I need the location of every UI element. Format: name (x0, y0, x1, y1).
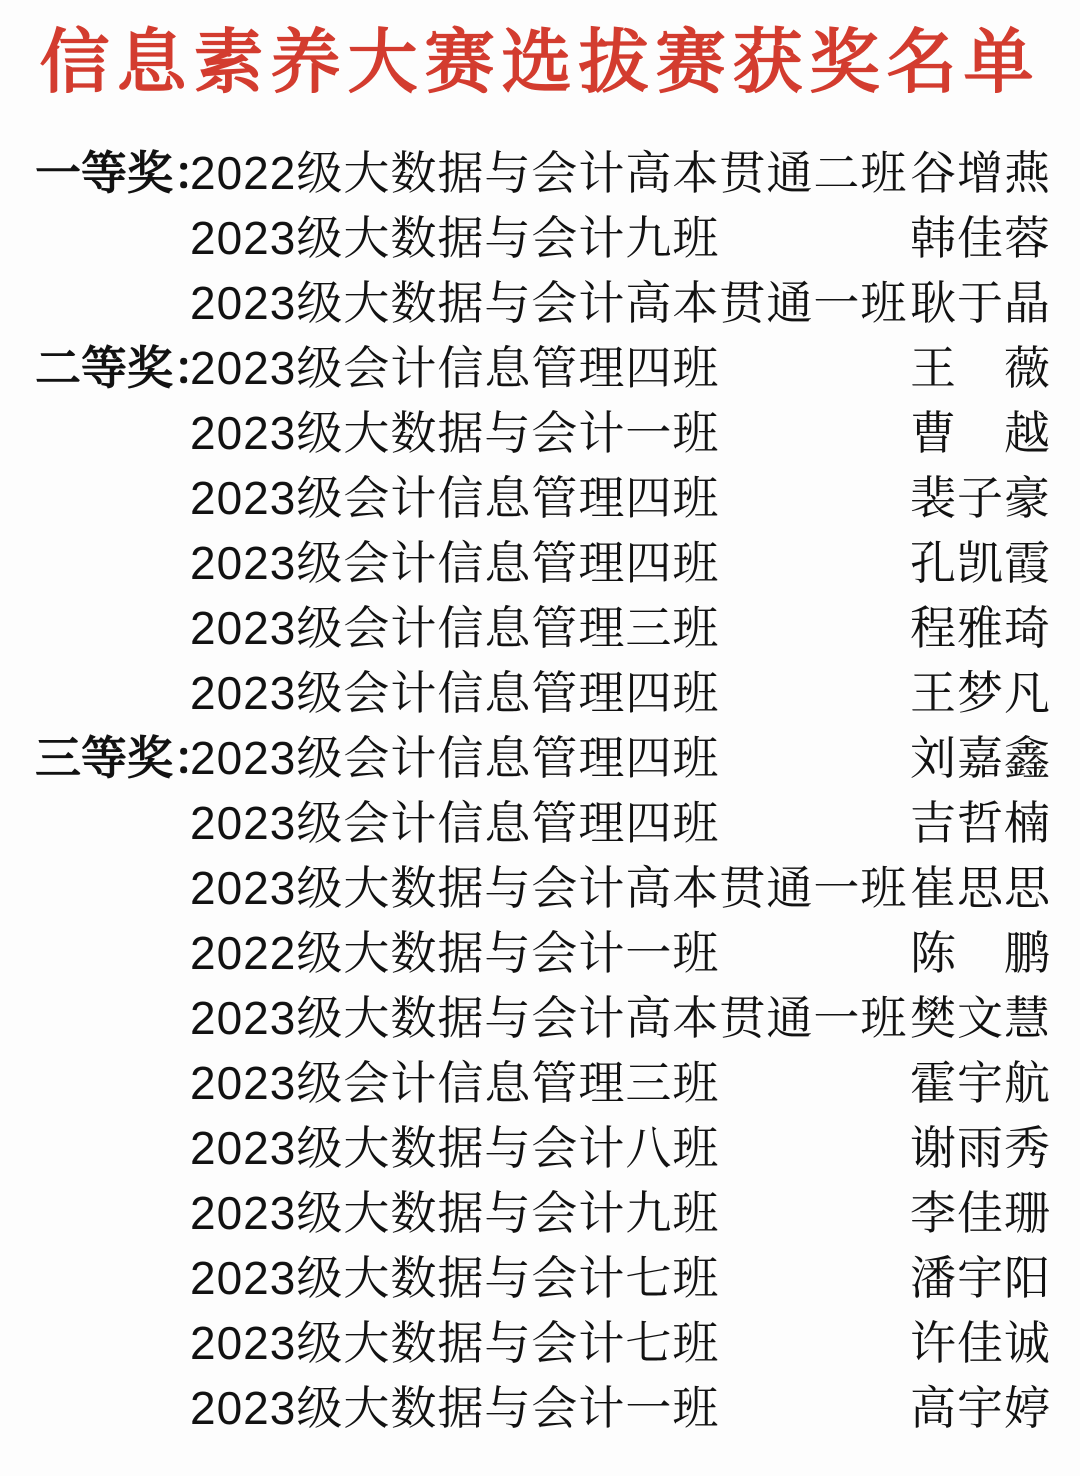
class-name: 2023级大数据与会计高本贯通一班 (190, 861, 908, 914)
award-tier-label: 三等奖： (35, 731, 219, 784)
award-row (35, 855, 1050, 920)
student-name: 潘宇阳 (910, 1251, 1051, 1304)
student-name: 陈 鹏 (910, 926, 1051, 979)
class-name: 2023级会计信息管理四班 (190, 471, 720, 524)
class-name: 2023级大数据与会计九班 (190, 1186, 720, 1239)
student-name: 吉哲楠 (910, 796, 1051, 849)
student-name: 霍宇航 (910, 1056, 1051, 1109)
student-name: 孔凯霞 (910, 536, 1051, 589)
page-title: 信息素养大赛选拔赛获奖名单 (39, 25, 1041, 102)
student-name: 裴子豪 (910, 471, 1051, 524)
student-name: 谢雨秀 (910, 1121, 1051, 1174)
award-row (35, 1115, 1050, 1180)
award-list (0, 140, 1080, 1440)
class-name: 2023级会计信息管理四班 (190, 666, 720, 719)
award-tier-label: 一等奖： (35, 146, 219, 199)
award-row (35, 530, 1050, 595)
student-name: 王 薇 (910, 341, 1051, 394)
award-row (35, 270, 1050, 335)
award-row (35, 205, 1050, 270)
class-name: 2023级会计信息管理四班 (190, 536, 720, 589)
student-name: 李佳珊 (910, 1186, 1051, 1239)
class-name: 2022级大数据与会计高本贯通二班 (190, 146, 908, 199)
student-name: 崔思思 (910, 861, 1051, 914)
student-name: 樊文慧 (910, 991, 1051, 1044)
award-row (35, 465, 1050, 530)
student-name: 耿于晶 (910, 276, 1051, 329)
award-row (35, 920, 1050, 985)
class-name: 2023级大数据与会计七班 (190, 1251, 720, 1304)
award-row (35, 595, 1050, 660)
class-name: 2023级会计信息管理四班 (190, 731, 720, 784)
class-name: 2023级会计信息管理三班 (190, 1056, 720, 1109)
award-row (35, 660, 1050, 725)
class-name: 2023级会计信息管理四班 (190, 796, 720, 849)
award-tier-label: 二等奖： (35, 341, 219, 394)
student-name: 许佳诚 (910, 1316, 1051, 1369)
award-row (35, 725, 1050, 790)
award-row (35, 140, 1050, 205)
class-name: 2023级大数据与会计七班 (190, 1316, 720, 1369)
award-row (35, 1050, 1050, 1115)
class-name: 2023级大数据与会计八班 (190, 1121, 720, 1174)
award-row (35, 1245, 1050, 1310)
student-name: 程雅琦 (910, 601, 1051, 654)
student-name: 韩佳蓉 (910, 211, 1051, 264)
class-name: 2023级大数据与会计九班 (190, 211, 720, 264)
class-name: 2023级会计信息管理四班 (190, 341, 720, 394)
student-name: 王梦凡 (910, 666, 1051, 719)
award-row (35, 1310, 1050, 1375)
award-row (35, 335, 1050, 400)
award-row (35, 400, 1050, 465)
class-name: 2023级大数据与会计高本贯通一班 (190, 991, 908, 1044)
award-row (35, 790, 1050, 855)
student-name: 刘嘉鑫 (910, 731, 1051, 784)
student-name: 谷增燕 (910, 146, 1051, 199)
award-row (35, 985, 1050, 1050)
student-name: 高宇婷 (910, 1381, 1051, 1434)
class-name: 2023级大数据与会计高本贯通一班 (190, 276, 908, 329)
class-name: 2022级大数据与会计一班 (190, 926, 720, 979)
class-name: 2023级大数据与会计一班 (190, 1381, 720, 1434)
class-name: 2023级会计信息管理三班 (190, 601, 720, 654)
award-row (35, 1375, 1050, 1440)
award-row (35, 1180, 1050, 1245)
student-name: 曹 越 (910, 406, 1051, 459)
class-name: 2023级大数据与会计一班 (190, 406, 720, 459)
